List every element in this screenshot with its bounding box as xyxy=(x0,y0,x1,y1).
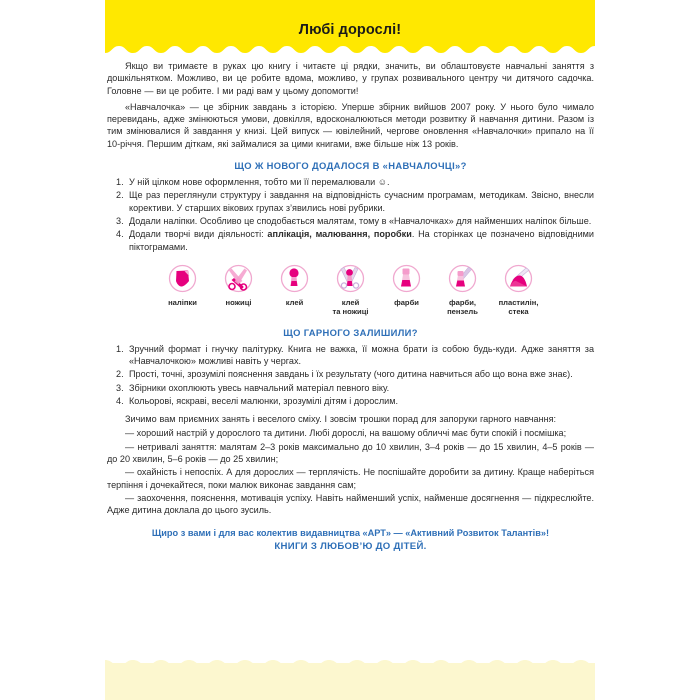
section-heading-new: ЩО Ж НОВОГО ДОДАЛОСЯ В «НАВЧАЛОЧЦІ»? xyxy=(234,160,467,172)
list-item: Ще раз переглянули структуру і завдання на відповідність сучасним програмам, методикам. Звісно, внесли корективи. У старших вікових групах з’явились нові рубрики. xyxy=(129,190,594,213)
closing-line-2: КНИГИ З ЛЮБОВ’Ю ДО ДІТЕЙ. xyxy=(274,540,427,552)
page-title: Любі дорослі! xyxy=(298,22,402,38)
plasticine-icon xyxy=(502,262,535,295)
pictogram-label: фарби xyxy=(394,297,419,307)
pictogram-label: фарби, пензель xyxy=(447,297,478,317)
pictogram-label: клей xyxy=(285,297,304,307)
sticker-icon xyxy=(166,262,199,295)
pictogram-label: наліпки xyxy=(168,297,197,307)
advice-bullet: — охайність і непоспіх. А для дорослих — терплячість. Не поспішайте доробити за дитину. Краще наберіться терпіння і дочекайтеся, поки малюк виконає завдання сам; xyxy=(107,467,594,490)
list-item: У ній цілком нове оформлення, тобто ми її перемалювали ☺. xyxy=(129,177,390,188)
list-item: Прості, точні, зрозумілі пояснення завдань і їх результату (чого дитина навчиться або що вона вже знає). xyxy=(129,369,573,380)
advice-lead: Зичимо вам приємних занять і веселого сміху. І зовсім трошки порад для запоруки гарного навчання: xyxy=(125,414,557,425)
new-features-list xyxy=(107,176,594,253)
list-item: Кольорові, яскраві, веселі малюнки, зрозумілі дітям і дорослим. xyxy=(129,395,399,406)
list-item: Додали наліпки. Особливо це сподобається малятам, тому в «Навчалочках» для найменших наліпок більше. xyxy=(129,215,592,226)
banner-scallop-edge xyxy=(105,44,595,53)
pictogram-scissors xyxy=(215,262,262,307)
emphasized-text: аплікація, малювання, поробки xyxy=(267,229,412,240)
pictogram-row xyxy=(107,262,594,317)
list-item: Зручний формат і гнучку палітурку. Книга не важка, її можна брати із собою будь-куди. Адже заняття за «Навчалочкою» можливі навіть у чергах. xyxy=(129,343,594,366)
advice-bullet: — нетривалі заняття: малятам 2–3 років максимально до 10 хвилин, 3–4 років — до 15 хвилин, 4–5 років — до 20 хвилин, 5–6 років — до 25 хвилин; xyxy=(107,441,594,465)
glue-scissors-icon xyxy=(334,262,367,295)
intro-paragraph-2: «Навчалочка» — це збірник завдань з історією. Уперше збірник вийшов 2007 року. У нього було чимало перевидань, адже змінюються умови, довкілля, вдосконалюються методи розвитку й навчання дитини. Разом із тим змінювалися й завдання у книзі. Цей випуск — ювілейний, чергове оновлення «Навчалочки» припало на її 10-річчя. Першим діткам, які займалися за цими книгами, вже більше ніж 13 років. xyxy=(107,101,594,149)
pictogram-glue-and-scissors xyxy=(327,262,374,317)
paints-icon xyxy=(390,262,423,295)
pictogram-paints xyxy=(383,262,430,307)
pictogram-label: пластилін, стека xyxy=(498,297,539,317)
section-heading-kept: ЩО ГАРНОГО ЗАЛИШИЛИ? xyxy=(283,326,418,338)
closing-line-1: Щиро з вами і для вас колектив видавництва «АРТ» — «Активний Розвиток Талантів»! xyxy=(151,527,550,538)
pictogram-plasticine xyxy=(495,262,542,317)
scissors-icon xyxy=(222,262,255,295)
paints-brush-icon xyxy=(446,262,479,295)
list-item-text: Додали творчі види діяльності: аплікація, малювання, поробки. На сторінках це позначено відповідними піктограмами. xyxy=(129,229,594,252)
pictogram-label: клей та ножиці xyxy=(332,297,369,317)
kept-features-list xyxy=(107,343,594,407)
bottom-yellow-band xyxy=(105,663,595,700)
advice-bullet: — заохочення, пояснення, мотивація успіху. Навіть найменший успіх, найменше досягнення — підкреслюйте. Адже дитина доклала до цього зусиль. xyxy=(107,492,594,516)
advice-bullet: — хороший настрій у дорослого та дитини. Любі дорослі, на вашому обличчі має бути спокій і посмішка; xyxy=(125,428,567,439)
list-item xyxy=(107,228,594,253)
intro-paragraph-1: Якщо ви тримаєте в руках цю книгу і читаєте ці рядки, значить, ви облаштовуєте навчальні заняття з дошкільнятком. Можливо, ви це робите вдома, можливо, у групах розвивального центру чи дитячого садочка. Головне — ви це робите. І ми раді вам у цьому допомогти! xyxy=(107,61,594,96)
pictogram-stickers xyxy=(159,262,206,307)
top-yellow-banner xyxy=(105,0,595,46)
page-content xyxy=(107,60,594,553)
pictogram-glue xyxy=(271,262,318,307)
list-item: Збірники охоплюють увесь навчальний матеріал певного віку. xyxy=(129,382,390,393)
glue-icon xyxy=(278,262,311,295)
pictogram-label: ножиці xyxy=(225,297,252,307)
pictogram-paints-brush xyxy=(439,262,486,317)
